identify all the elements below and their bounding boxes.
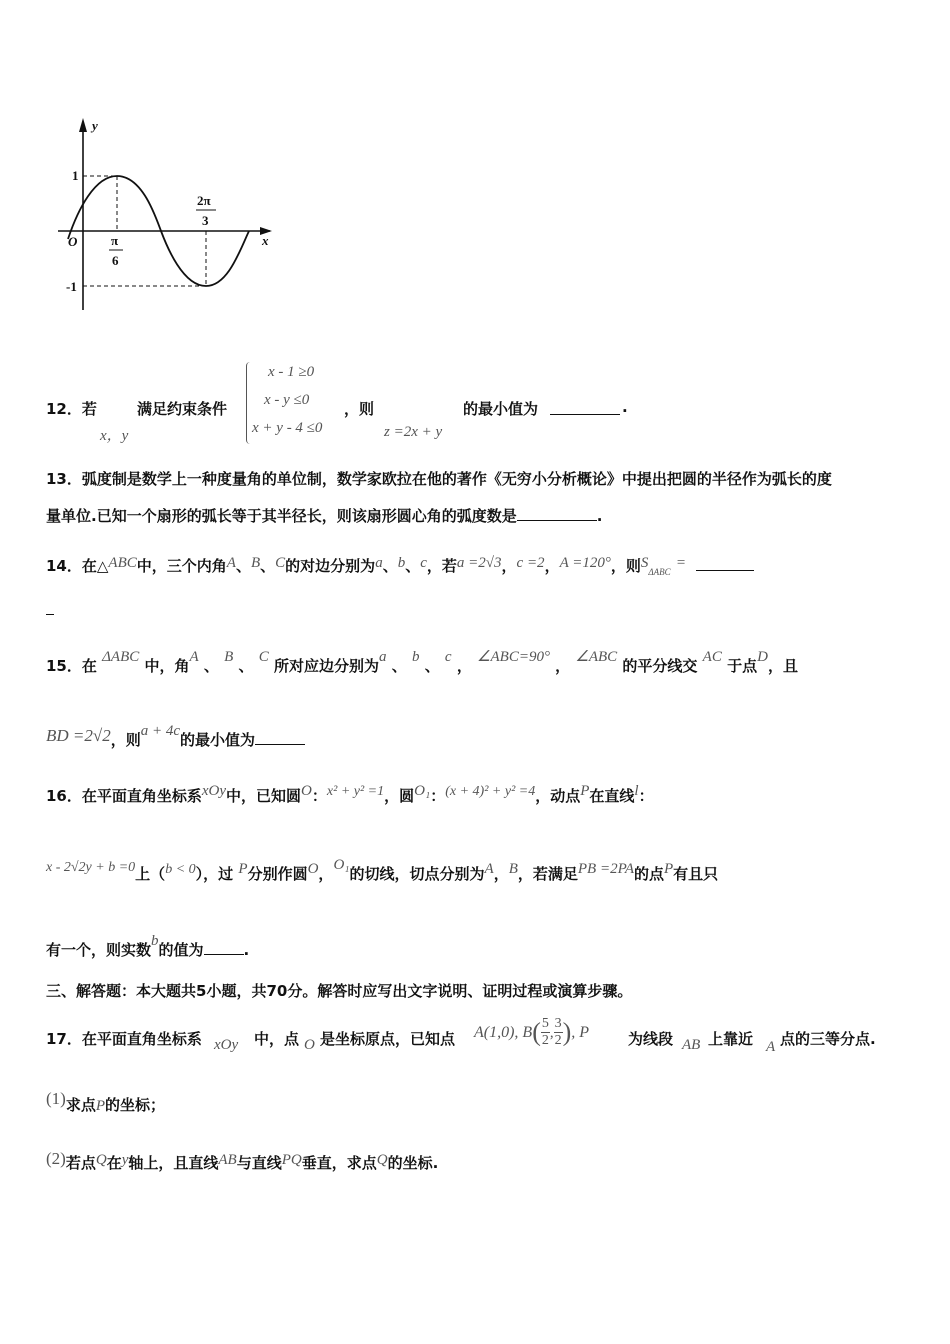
x-axis-label: x [262,233,269,248]
sine-graph-figure [50,110,290,320]
q15-answer-blank [255,728,305,745]
q12-mid: 满足约束条件 [137,400,228,418]
q17-part-2-text-4: 与直线 [236,1154,282,1172]
q17-part-1 [46,1088,910,1117]
q16-text-6: 上（ [135,865,166,883]
x-tick-a-denominator: 6 [112,253,119,268]
q17-part-2-text-1: 若点 [65,1154,96,1172]
q16-o1: O₁ [414,783,431,799]
q17-part-2 [46,1148,910,1174]
q17-text-5: 点的三等分点. [780,1030,876,1048]
q14-a: a [375,555,383,571]
q17-points [474,1016,589,1049]
question-13 [46,468,910,527]
q17-A: A [766,1039,776,1055]
q16-pb-cond: PB =2PA [577,861,634,877]
q17-comma: , [549,1025,554,1041]
q17-text-4: 上靠近 [708,1030,754,1048]
q16-o-2: O [307,861,319,877]
q15-text-5: ，且 [767,657,798,675]
q17-point-a: A(1,0), B [474,1024,533,1041]
q17-frac-1-num: 5 [541,1016,549,1031]
q15-text-4: 于点 [727,657,758,675]
q16-text-1: 中，已知圆 [226,787,302,805]
q16-text-12: 的点 [633,865,664,883]
q12-end: . [622,398,628,416]
q13-end: . [596,507,603,525]
question-12 [0,360,950,450]
q16-p-2: P [238,861,248,877]
q16-text-13: 有且只 [673,865,719,883]
q17-part-1-p: P [95,1098,106,1114]
q14-cond-1: a =2√3 [456,555,502,571]
q17-part-2-q2: Q [376,1152,388,1168]
q17-part-2-text-2: 在 [106,1154,122,1172]
q15-ac: AC [702,649,722,665]
question-15-line-2 [46,720,910,751]
q16-b-var: b [151,933,159,949]
q14-text-3: ，若 [426,557,457,575]
q15-B: B [224,649,234,665]
q17-xoy: xOy [214,1037,239,1053]
q16-A: A [484,861,494,877]
q16-line-3b: 的值为 [158,941,204,959]
q16-text-3: ，动点 [535,787,581,805]
q17-text-1: 中，点 [254,1030,300,1048]
q15-triangle: ΔABC [102,649,140,665]
q15-text-2: 所对应边分别为 [274,657,380,675]
q17-point-p: , P [571,1024,590,1041]
q17-part-2-text-5: 垂直，求点 [301,1154,377,1172]
q17-text-2: 是坐标原点，已知点 [320,1030,456,1048]
q14-cond-3: A =120° [559,555,611,571]
q14-answer-blank-continued [46,604,54,615]
q15-c: c [444,649,452,665]
q17-part-1-number: (1) [46,1089,66,1108]
q13-line-1: 13．弧度制是数学上一种度量角的单位制，数学家欧拉在他的著作《无穷小分析概论》中提出把圆的半径作为弧长的度 [46,470,832,488]
q16-xoy: xOy [201,783,227,799]
q14-C: C [275,555,286,571]
q15-expr: a + 4c [140,723,181,739]
q16-text-7: ），过 [195,865,234,883]
y-axis-label: y [92,118,98,133]
q16-text-11: ，若满足 [517,865,578,883]
q17-text-3: 为线段 [628,1030,674,1048]
q17-frac-1-den: 2 [541,1033,549,1048]
q14-text-4: ，则 [610,557,641,575]
q15-bd: BD =2√2 [46,726,111,745]
q13-line-2 [46,504,910,527]
q13-answer-blank [517,504,597,521]
x-tick-b-denominator: 3 [202,213,209,228]
q14-cond-2: c =2 [516,555,545,571]
q14-text-1: 中，三个内角 [136,557,227,575]
q16-number: 16．在平面直角坐标系 [46,787,202,805]
question-15: 15．在 ΔABC 中，角A 、 B 、 C 所对应边分别为a 、 b 、 c ， ∠ABC=90° ， ∠ABC 的平分线交 AC 于点D，且 [46,649,798,675]
q17-number: 17．在平面直角坐标系 [46,1030,202,1048]
q12-tail: 的最小值为 [463,400,539,418]
q16-b-cond: b < 0 [165,862,196,877]
q17-part-1-text: 求点 [65,1096,96,1114]
q17-part-2-ab: AB [218,1152,237,1168]
q12-constraint-2: x - y ≤0 [264,392,310,408]
q17-frac-2-num: 3 [554,1016,562,1031]
q15-number: 15．在 [46,657,97,675]
q16-text-5: ： [638,787,654,805]
q16-line-eq: x - 2√2y + b =0 [46,860,136,875]
q17-right-paren: ) [562,1017,572,1047]
q17-part-2-text-6: 的坐标. [387,1154,439,1172]
q16-circle-2: (x + 4)² + y² =4 [445,784,536,799]
q14-area-subscript: ΔABC [648,567,671,577]
y-tick-top-label: 1 [72,168,79,183]
q15-text-1: 中，角 [144,657,190,675]
q15-a: a [379,649,387,665]
q15-b: b [411,649,420,665]
q12-number: 12．若 [46,400,97,418]
q12-vars: x，y [100,428,129,444]
q17-frac-2 [554,1016,563,1049]
q15-d: D [757,649,768,665]
q16-circle-1: x² + y² =1 [326,784,385,799]
q13-line-2-text: 量单位.已知一个扇形的弧长等于其半径长，则该扇形圆心角的弧度数是 [46,507,517,525]
q16-end: . [243,941,250,959]
q12-constraint-3: x + y - 4 ≤0 [252,420,323,436]
y-tick-bottom-label: -1 [66,279,77,294]
q15-angle: ∠ABC [575,649,618,665]
q14-triangle: ABC [108,555,137,571]
q17-part-1-tail: 的坐标； [105,1096,166,1114]
q16-text-8: 分别作圆 [247,865,308,883]
q14-area-symbol: S [640,555,649,571]
q17-part-2-number: (2) [46,1149,66,1168]
q15-A: A [189,649,199,665]
q16-text-10: 的切线，切点分别为 [349,865,485,883]
q15-C: C [258,649,269,665]
q16-o: O [301,783,312,799]
q12-constraint-1: x - 1 ≥0 [268,364,315,380]
x-tick-b-numerator: 2π [197,193,211,208]
section-3-heading: 三、解答题：本大题共5小题，共70分。解答时应写出文字说明、证明过程或演算步骤。 [46,982,633,1000]
q16-line-3a: 有一个，则实数 [46,941,152,959]
q12-objective: z =2x + y [384,424,443,440]
q16-p-3: P [664,861,674,877]
q17-part-2-pq: PQ [281,1152,302,1168]
y-axis-arrow-icon [79,118,87,132]
q16-text-9: ， [318,865,334,883]
q14-answer-blank [696,554,754,571]
q17-ab: AB [682,1037,701,1053]
q16-l: l [634,783,639,799]
q14-equals: = [675,555,686,571]
q12-answer-blank [550,398,620,415]
q12-then: ，则 [344,400,375,418]
question-17 [46,1016,910,1060]
q15-text-6: ，则 [110,731,141,749]
q14-c: c [420,555,427,571]
q16-o1-2: O₁ [333,857,350,873]
q16-B: B [508,861,518,877]
q17-part-2-y: y [121,1152,129,1168]
q16-p: P [580,783,590,799]
q15-text-3: 的平分线交 [622,657,698,675]
q15-right-angle: ∠ABC=90° [477,649,550,665]
q17-o: O [304,1037,315,1053]
q14-number: 14．在△ [46,557,109,575]
question-16-line-3 [46,930,910,961]
q17-frac-2-den: 2 [554,1033,562,1048]
q17-part-2-q: Q [95,1152,107,1168]
q16-text-2: ，圆 [384,787,415,805]
question-16-line-2: x - 2√2y + b =0上（b < 0），过 P分别作圆O，O₁的切线，切点分别为A，B，若满足PB =2PA的点P有且只 [46,857,719,883]
q15-text-7: 的最小值为 [180,731,256,749]
question-14: 14．在△ABC中，三个内角A、B、C的对边分别为a、b、c，若a =2√3，c =2，A =120°，则$S_{\Delta ABC}$ = [46,552,910,583]
q17-left-paren: ( [532,1017,541,1047]
origin-label: O [68,234,78,249]
question-16: 16．在平面直角坐标系xOy中，已知圆O：x² + y² =1，圆O₁：(x + 4)² + y² =4，动点P在直线l： [46,783,654,805]
q17-part-2-text-3: 轴上，且直线 [128,1154,219,1172]
x-tick-a-numerator: π [111,233,119,248]
q14-text-2: 的对边分别为 [285,557,376,575]
q14-A: A [226,555,236,571]
q16-answer-blank [204,938,244,955]
q17-frac-1 [541,1016,550,1049]
q14-b: b [397,555,406,571]
q14-B: B [250,555,261,571]
q16-text-4: 在直线 [589,787,635,805]
